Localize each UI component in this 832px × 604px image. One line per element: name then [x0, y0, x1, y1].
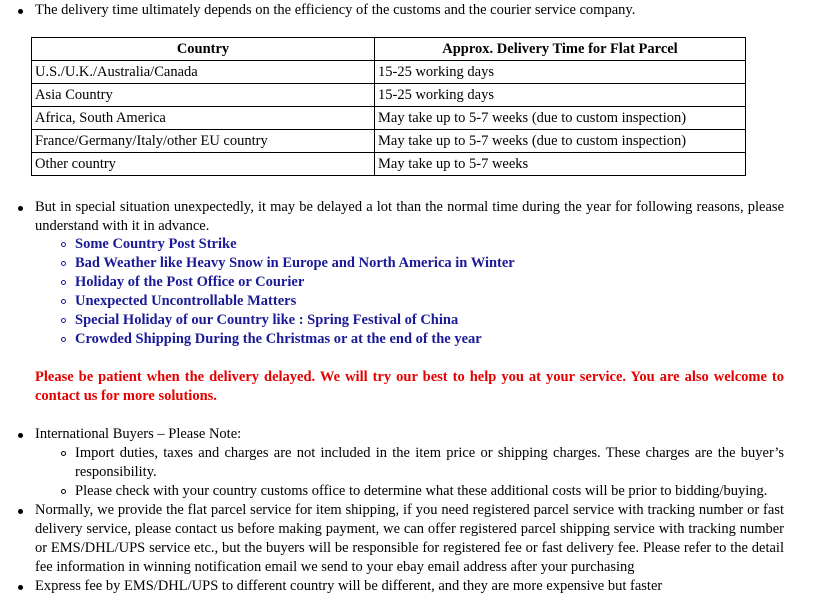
cell-country: France/Germany/Italy/other EU country — [32, 130, 375, 153]
circle-bullet-icon — [61, 242, 66, 247]
cell-delivery-time: May take up to 5-7 weeks (due to custom inspection) — [375, 107, 746, 130]
cell-country: Africa, South America — [32, 107, 375, 130]
header-country: Country — [32, 38, 375, 61]
table-row — [32, 153, 746, 176]
table-row — [32, 61, 746, 84]
cell-delivery-time: 15-25 working days — [375, 84, 746, 107]
patience-note: Please be patient when the delivery delayed. We will try our best to help you at your service. You are also welcome to contact us for more solutions. — [35, 369, 784, 404]
bullet-icon — [18, 9, 23, 14]
circle-bullet-icon — [61, 261, 66, 266]
circle-bullet-icon — [61, 451, 66, 456]
cell-delivery-time: May take up to 5-7 weeks — [375, 153, 746, 176]
table-header-row — [32, 38, 746, 61]
cell-delivery-time: May take up to 5-7 weeks (due to custom inspection) — [375, 130, 746, 153]
circle-bullet-icon — [61, 318, 66, 323]
circle-bullet-icon — [61, 299, 66, 304]
express-fee-text: Express fee by EMS/DHL/UPS to different country will be different, and they are more expensive but faster — [35, 578, 663, 594]
delay-text: But in special situation unexpectedly, it may be delayed a lot than the normal time during the year for following reasons, please understand with it in advance. — [35, 199, 784, 234]
delay-reason-text: Special Holiday of our Country like : Spring Festival of China — [75, 312, 459, 328]
table-row — [32, 84, 746, 107]
circle-bullet-icon — [61, 337, 66, 342]
delay-reason-text: Holiday of the Post Office or Courier — [75, 274, 305, 290]
cell-country: U.S./U.K./Australia/Canada — [32, 61, 375, 84]
intro-text: The delivery time ultimately depends on the efficiency of the customs and the courier service company. — [35, 2, 636, 18]
international-note-text: Please check with your country customs office to determine what these additional costs will be prior to bidding/buying. — [75, 483, 768, 499]
delay-reason-text: Crowded Shipping During the Christmas or at the end of the year — [75, 331, 482, 347]
bullet-icon — [18, 206, 23, 211]
normal-service-text: Normally, we provide the flat parcel service for item shipping, if you need registered parcel service with tracking number or fast delivery service, please contact us before making payment, we can offer registered parcel shipping service with tracking number or EMS/DHL/UPS service etc., but the buyers will be responsible for registered fee or fast delivery fee. Please refer to the detail fee information in winning notification email we send to your ebay email address after your purchasing — [35, 502, 784, 575]
delay-reason-text: Unexpected Uncontrollable Matters — [75, 293, 297, 309]
table-row — [32, 130, 746, 153]
circle-bullet-icon — [61, 280, 66, 285]
circle-bullet-icon — [61, 489, 66, 494]
cell-country: Other country — [32, 153, 375, 176]
international-buyers-heading: International Buyers – Please Note: — [35, 426, 242, 442]
delay-reason-text: Some Country Post Strike — [75, 236, 237, 252]
bullet-icon — [18, 509, 23, 514]
delay-reason-text: Bad Weather like Heavy Snow in Europe and North America in Winter — [75, 255, 515, 271]
table-row — [32, 107, 746, 130]
bullet-icon — [18, 433, 23, 438]
cell-country: Asia Country — [32, 84, 375, 107]
header-delivery-time: Approx. Delivery Time for Flat Parcel — [375, 38, 746, 61]
bullet-icon — [18, 585, 23, 590]
international-note-text: Import duties, taxes and charges are not included in the item price or shipping charges. These charges are the buyer’s responsibility. — [75, 445, 784, 480]
delivery-time-table — [31, 37, 746, 176]
cell-delivery-time: 15-25 working days — [375, 61, 746, 84]
